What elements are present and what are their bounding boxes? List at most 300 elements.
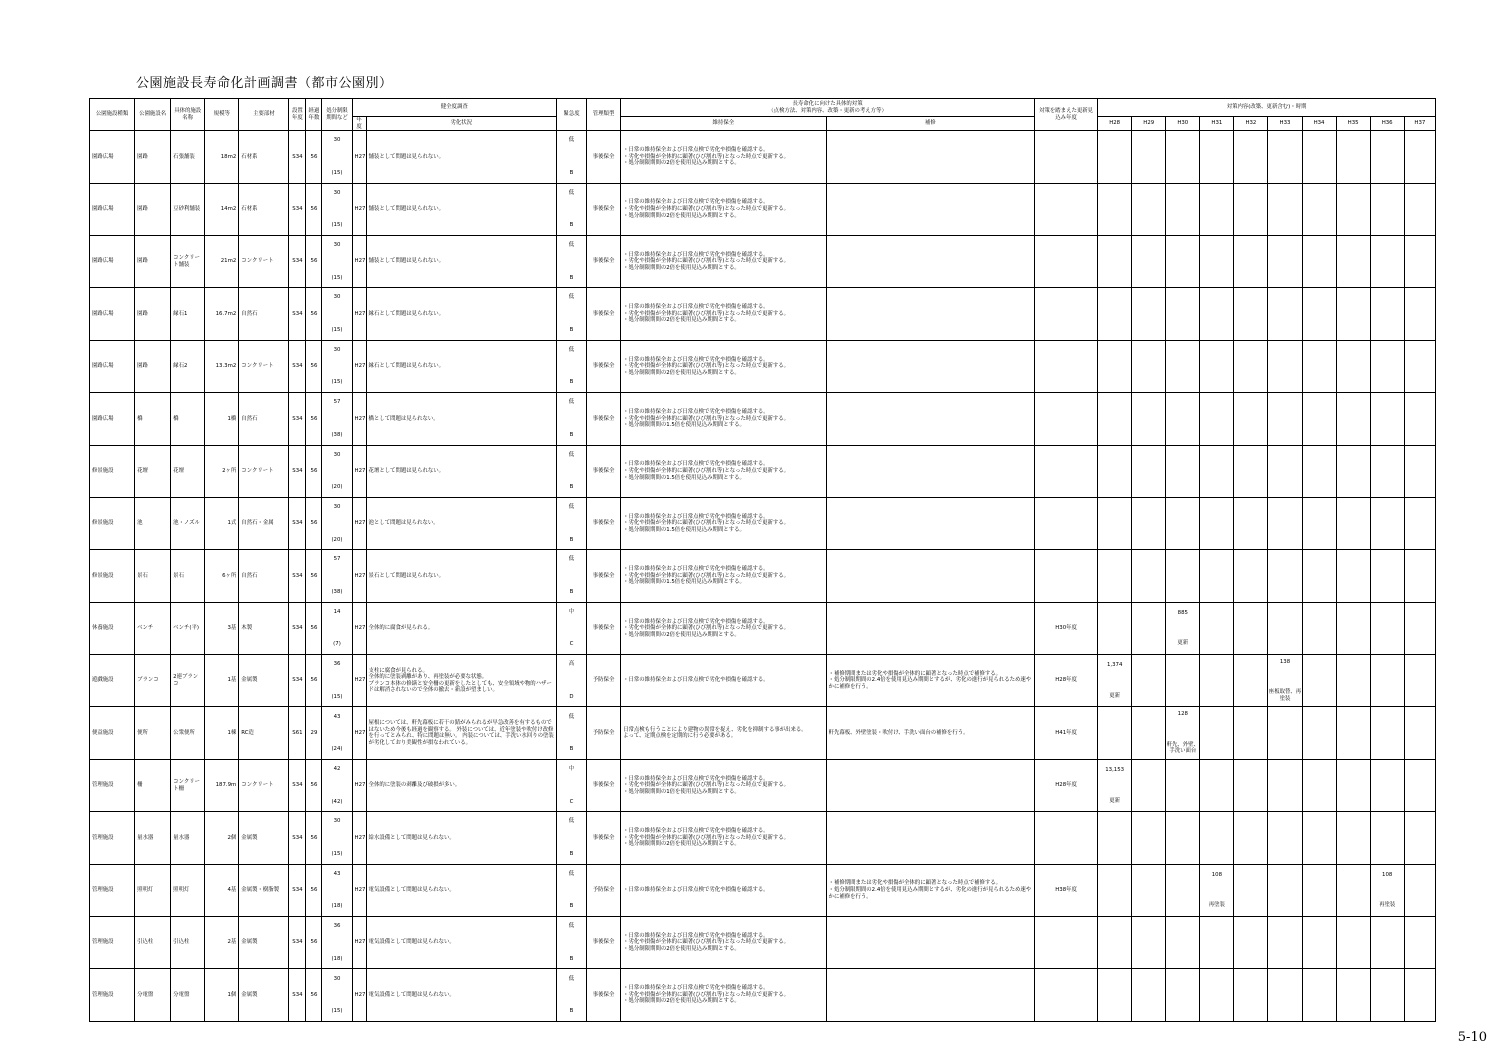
install-year-cell: S34 bbox=[289, 655, 306, 707]
disposal-period-value: 30 bbox=[333, 975, 341, 982]
schedule-cell-h32 bbox=[1234, 393, 1268, 445]
schedule-cell-h35 bbox=[1336, 707, 1370, 759]
table-row bbox=[90, 602, 1436, 654]
urgency-cell bbox=[556, 917, 586, 969]
specific-name-cell: 花壇 bbox=[171, 445, 205, 497]
deterioration-cell: 舗装として問題は見られない。 bbox=[366, 235, 556, 287]
deterioration-cell: 全体的に塗装の剥離及び破損が多い。 bbox=[366, 759, 556, 811]
urgency-cell bbox=[556, 340, 586, 392]
disposal-period-value: 42 bbox=[333, 765, 341, 772]
schedule-cell-h29 bbox=[1132, 550, 1166, 602]
schedule-note: 再塗装 bbox=[1379, 902, 1396, 909]
material-cell: 金属製 bbox=[239, 917, 289, 969]
mgmt-type-cell: 事後保全 bbox=[587, 445, 621, 497]
scale-cell: 1基 bbox=[205, 655, 239, 707]
urgency-rank: B bbox=[569, 903, 574, 910]
schedule-cell-h29 bbox=[1132, 131, 1166, 183]
schedule-cell-h29 bbox=[1132, 917, 1166, 969]
header-year-h29: H29 bbox=[1132, 117, 1166, 131]
urgency-rank: B bbox=[569, 536, 574, 543]
disposal-period-sub: (18) bbox=[331, 955, 343, 962]
material-cell: 金属製 bbox=[239, 812, 289, 864]
specific-name-cell: コンクリート舗装 bbox=[171, 235, 205, 287]
specific-name-cell: 引込柱 bbox=[171, 917, 205, 969]
table-row bbox=[90, 655, 1436, 707]
facility-type-cell: 修景施設 bbox=[90, 550, 135, 602]
urgency-level: 低 bbox=[568, 556, 575, 563]
maintenance-cell: ・日常の維持保全および日常点検で劣化や損傷を確認する。 ・劣化や損傷が全体的に顕著(ひび割れ等)となった時点で更新する。 ・処分制限期間の2倍を使用見込み期間とする。 bbox=[621, 131, 826, 183]
schedule-cell-h35 bbox=[1336, 550, 1370, 602]
schedule-cell-h36 bbox=[1370, 864, 1404, 916]
mgmt-type-cell: 事後保全 bbox=[587, 917, 621, 969]
schedule-note: 軒先、外壁、手洗い面台 bbox=[1166, 741, 1199, 755]
urgency-cell bbox=[556, 393, 586, 445]
schedule-cell-h34 bbox=[1302, 497, 1336, 549]
schedule-cell-h36 bbox=[1370, 812, 1404, 864]
header-measures: 長寿命化に向けた具体的対策 （点検方法、対策内容、改築・更新の考え方等） bbox=[621, 99, 1035, 117]
material-cell: 金属製・樹脂製 bbox=[239, 864, 289, 916]
maintenance-cell: ・日常の維持保全および日常点検で劣化や損傷を確認する。 ・劣化や損傷が全体的に顕著(ひび割れ等)となった時点で更新する。 ・処分制限期間の2倍を使用見込み期間とする。 bbox=[621, 235, 826, 287]
material-cell: コンクリート bbox=[239, 235, 289, 287]
schedule-cell-h34 bbox=[1302, 969, 1336, 1021]
material-cell: コンクリート bbox=[239, 340, 289, 392]
schedule-cell-h34 bbox=[1302, 235, 1336, 287]
schedule-cell-h34 bbox=[1302, 707, 1336, 759]
deterioration-cell: 給水設備として問題は見られない。 bbox=[366, 812, 556, 864]
disposal-period-cell bbox=[322, 393, 352, 445]
table-row bbox=[90, 393, 1436, 445]
facility-type-cell: 修景施設 bbox=[90, 445, 135, 497]
urgency-level: 中 bbox=[568, 608, 575, 615]
header-urgency: 緊急度 bbox=[556, 99, 586, 131]
specific-name-cell: 石張舗装 bbox=[171, 131, 205, 183]
table-row bbox=[90, 864, 1436, 916]
schedule-cell-h28 bbox=[1098, 917, 1132, 969]
urgency-level: 低 bbox=[568, 399, 575, 406]
install-year-cell: S34 bbox=[289, 917, 306, 969]
schedule-cell-h36 bbox=[1370, 969, 1404, 1021]
schedule-cell-h28 bbox=[1098, 707, 1132, 759]
scale-cell: 187.9m bbox=[205, 759, 239, 811]
schedule-cell-h36 bbox=[1370, 235, 1404, 287]
disposal-period-sub: (15) bbox=[331, 850, 343, 857]
repair-cell bbox=[826, 969, 1034, 1021]
schedule-cell-h31 bbox=[1200, 235, 1234, 287]
disposal-period-sub: (15) bbox=[331, 169, 343, 176]
urgency-cell bbox=[556, 864, 586, 916]
material-cell: RC造 bbox=[239, 707, 289, 759]
header-mgmt-type: 管理類型 bbox=[587, 99, 621, 131]
mgmt-type-cell: 事後保全 bbox=[587, 235, 621, 287]
mgmt-type-cell: 事後保全 bbox=[587, 969, 621, 1021]
schedule-cell-h37 bbox=[1404, 602, 1435, 654]
schedule-cell-h32 bbox=[1234, 131, 1268, 183]
schedule-cell-h28 bbox=[1098, 864, 1132, 916]
schedule-cell-h30 bbox=[1166, 812, 1200, 864]
disposal-period-cell bbox=[322, 445, 352, 497]
material-cell: 金属製 bbox=[239, 969, 289, 1021]
schedule-cell-h31 bbox=[1200, 864, 1234, 916]
specific-name-cell: 縁石1 bbox=[171, 288, 205, 340]
specific-name-cell: 照明灯 bbox=[171, 864, 205, 916]
urgency-cell bbox=[556, 497, 586, 549]
urgency-rank: B bbox=[569, 222, 574, 229]
urgency-cell bbox=[556, 445, 586, 497]
schedule-note: 更新 bbox=[1177, 640, 1189, 647]
header-disposal-period: 処分制限期間など bbox=[322, 99, 352, 131]
schedule-cell-h32 bbox=[1234, 969, 1268, 1021]
schedule-cell-h35 bbox=[1336, 497, 1370, 549]
disposal-period-sub: (24) bbox=[331, 746, 343, 753]
schedule-cost: 1,374 bbox=[1106, 662, 1123, 669]
schedule-cell-h30 bbox=[1166, 602, 1200, 654]
schedule-cell-h32 bbox=[1234, 235, 1268, 287]
renewal-year-cell: H38年度 bbox=[1035, 864, 1098, 916]
repair-cell: ・補修期間または劣化や損傷が全体的に顕著となった時点で補修する。 ・処分制限期間の2.4倍を使用見込み期間とするが、劣化の進行が見られるため速やかに補修を行う。 bbox=[826, 864, 1034, 916]
repair-cell: 軒先幕板、外壁塗装・吹付け、手洗い面台の補修を行う。 bbox=[826, 707, 1034, 759]
schedule-cell-h37 bbox=[1404, 550, 1435, 602]
schedule-cell-h30 bbox=[1166, 235, 1200, 287]
urgency-rank: B bbox=[569, 274, 574, 281]
table-row bbox=[90, 183, 1436, 235]
urgency-level: 低 bbox=[568, 346, 575, 353]
schedule-cell-h31 bbox=[1200, 288, 1234, 340]
urgency-rank: D bbox=[569, 693, 574, 700]
schedule-cell-h34 bbox=[1302, 340, 1336, 392]
schedule-cell-h33 bbox=[1268, 497, 1302, 549]
mgmt-type-cell: 予防保全 bbox=[587, 864, 621, 916]
disposal-period-cell bbox=[322, 864, 352, 916]
schedule-cell-h28 bbox=[1098, 235, 1132, 287]
header-year-h33: H33 bbox=[1268, 117, 1302, 131]
header-renewal-year: 対策を踏まえた更新見込み年度 bbox=[1035, 99, 1098, 131]
material-cell: 石材系 bbox=[239, 183, 289, 235]
repair-cell bbox=[826, 235, 1034, 287]
urgency-cell bbox=[556, 655, 586, 707]
schedule-cell-h31 bbox=[1200, 131, 1234, 183]
urgency-rank: B bbox=[569, 746, 574, 753]
schedule-cell-h28 bbox=[1098, 340, 1132, 392]
schedule-cell-h37 bbox=[1404, 759, 1435, 811]
disposal-period-cell bbox=[322, 288, 352, 340]
schedule-cell-h32 bbox=[1234, 288, 1268, 340]
survey-year-cell: H27 bbox=[352, 445, 366, 497]
schedule-cell-h35 bbox=[1336, 183, 1370, 235]
scale-cell: 3基 bbox=[205, 602, 239, 654]
header-scale: 規模等 bbox=[205, 99, 239, 131]
schedule-cell-h35 bbox=[1336, 445, 1370, 497]
elapsed-cell: 56 bbox=[306, 131, 322, 183]
schedule-cell-h30 bbox=[1166, 393, 1200, 445]
disposal-period-value: 30 bbox=[333, 346, 341, 353]
header-schedule: 対策内容(改築、更新含む)・時期 bbox=[1098, 99, 1436, 117]
elapsed-cell: 56 bbox=[306, 340, 322, 392]
schedule-cell-h29 bbox=[1132, 497, 1166, 549]
urgency-cell bbox=[556, 288, 586, 340]
table-row bbox=[90, 759, 1436, 811]
schedule-cell-h30 bbox=[1166, 707, 1200, 759]
schedule-cell-h31 bbox=[1200, 340, 1234, 392]
schedule-cell-h37 bbox=[1404, 864, 1435, 916]
schedule-note: 更新 bbox=[1109, 797, 1121, 804]
schedule-cell-h32 bbox=[1234, 864, 1268, 916]
schedule-cell-h28 bbox=[1098, 655, 1132, 707]
repair-cell: ・補修期間または劣化や損傷が全体的に顕著となった時点で補修する。 ・処分制限期間の2.4倍を使用見込み期間とするが、劣化の進行が見られるため速やかに補修を行う。 bbox=[826, 655, 1034, 707]
schedule-cell-h31 bbox=[1200, 393, 1234, 445]
disposal-period-value: 14 bbox=[333, 608, 341, 615]
renewal-year-cell bbox=[1035, 812, 1098, 864]
urgency-level: 低 bbox=[568, 294, 575, 301]
schedule-cell-h33 bbox=[1268, 393, 1302, 445]
schedule-cell-h28 bbox=[1098, 183, 1132, 235]
schedule-cell-h28 bbox=[1098, 445, 1132, 497]
schedule-cell-h30 bbox=[1166, 864, 1200, 916]
schedule-cell-h33 bbox=[1268, 969, 1302, 1021]
material-cell: 自然石 bbox=[239, 550, 289, 602]
schedule-cell-h31 bbox=[1200, 497, 1234, 549]
specific-name-cell: 分電盤 bbox=[171, 969, 205, 1021]
facility-name-cell: 橋 bbox=[135, 393, 171, 445]
schedule-cell-h30 bbox=[1166, 917, 1200, 969]
schedule-cell-h31 bbox=[1200, 183, 1234, 235]
install-year-cell: S34 bbox=[289, 183, 306, 235]
elapsed-cell: 56 bbox=[306, 497, 322, 549]
urgency-level: 中 bbox=[568, 765, 575, 772]
header-year-h37: H37 bbox=[1404, 117, 1435, 131]
facility-name-cell: 池 bbox=[135, 497, 171, 549]
elapsed-cell: 29 bbox=[306, 707, 322, 759]
disposal-period-cell bbox=[322, 917, 352, 969]
schedule-cell-h35 bbox=[1336, 602, 1370, 654]
schedule-cell-h28 bbox=[1098, 288, 1132, 340]
elapsed-cell: 56 bbox=[306, 969, 322, 1021]
facility-name-cell: 園路 bbox=[135, 235, 171, 287]
table-row bbox=[90, 707, 1436, 759]
deterioration-cell: 電気設備として問題は見られない。 bbox=[366, 969, 556, 1021]
schedule-cell-h37 bbox=[1404, 393, 1435, 445]
schedule-cell-h35 bbox=[1336, 655, 1370, 707]
schedule-cell-h33 bbox=[1268, 602, 1302, 654]
header-deterioration: 劣化状況 bbox=[366, 117, 556, 131]
disposal-period-sub: (15) bbox=[331, 1008, 343, 1015]
repair-cell bbox=[826, 288, 1034, 340]
scale-cell: 1式 bbox=[205, 497, 239, 549]
facility-name-cell: 園路 bbox=[135, 288, 171, 340]
table-row bbox=[90, 550, 1436, 602]
table-row bbox=[90, 445, 1436, 497]
disposal-period-cell bbox=[322, 707, 352, 759]
schedule-cell-h30 bbox=[1166, 183, 1200, 235]
schedule-cell-h29 bbox=[1132, 393, 1166, 445]
maintenance-cell: 日常点検も行うことにより建物の異常を捉え、劣化を抑制する事が出来る。 よって、定期点検を定期的に行う必要がある。 bbox=[621, 707, 826, 759]
survey-year-cell: H27 bbox=[352, 969, 366, 1021]
schedule-cell-h29 bbox=[1132, 759, 1166, 811]
install-year-cell: S34 bbox=[289, 131, 306, 183]
schedule-cell-h36 bbox=[1370, 183, 1404, 235]
urgency-level: 低 bbox=[568, 975, 575, 982]
maintenance-cell: ・日常の維持保全および日常点検で劣化や損傷を確認する。 ・劣化や損傷が全体的に顕著(ひび割れ等)となった時点で更新する。 ・処分制限期間の1倍を使用見込み期間とする。 bbox=[621, 759, 826, 811]
survey-year-cell: H27 bbox=[352, 812, 366, 864]
schedule-cell-h34 bbox=[1302, 917, 1336, 969]
schedule-cell-h28 bbox=[1098, 602, 1132, 654]
schedule-cell-h36 bbox=[1370, 655, 1404, 707]
material-cell: 金属製 bbox=[239, 655, 289, 707]
survey-year-cell: H27 bbox=[352, 759, 366, 811]
schedule-cell-h37 bbox=[1404, 235, 1435, 287]
schedule-cell-h33 bbox=[1268, 131, 1302, 183]
material-cell: 自然石 bbox=[239, 288, 289, 340]
repair-cell bbox=[826, 812, 1034, 864]
deterioration-cell: 縁石として問題は見られない。 bbox=[366, 288, 556, 340]
table-row bbox=[90, 340, 1436, 392]
schedule-cell-h35 bbox=[1336, 131, 1370, 183]
repair-cell bbox=[826, 497, 1034, 549]
repair-cell bbox=[826, 131, 1034, 183]
schedule-cell-h30 bbox=[1166, 445, 1200, 497]
facility-type-cell: 休養施設 bbox=[90, 602, 135, 654]
maintenance-cell: ・日常の維持保全および日常点検で劣化や損傷を確認する。 ・劣化や損傷が全体的に顕著(ひび割れ等)となった時点で更新する。 ・処分制限期間の2倍を使用見込み期間とする。 bbox=[621, 288, 826, 340]
schedule-cost: 128 bbox=[1177, 711, 1188, 718]
disposal-period-cell bbox=[322, 655, 352, 707]
disposal-period-cell bbox=[322, 235, 352, 287]
schedule-cell-h35 bbox=[1336, 288, 1370, 340]
disposal-period-sub: (18) bbox=[331, 903, 343, 910]
header-elapsed: 経過年数 bbox=[306, 99, 322, 131]
urgency-rank: B bbox=[569, 1008, 574, 1015]
urgency-level: 低 bbox=[568, 870, 575, 877]
elapsed-cell: 56 bbox=[306, 235, 322, 287]
schedule-cell-h29 bbox=[1132, 445, 1166, 497]
facility-name-cell: 園路 bbox=[135, 131, 171, 183]
schedule-cell-h29 bbox=[1132, 235, 1166, 287]
schedule-cell-h34 bbox=[1302, 550, 1336, 602]
renewal-year-cell bbox=[1035, 288, 1098, 340]
schedule-cell-h32 bbox=[1234, 602, 1268, 654]
page-number: 5-10 bbox=[1457, 1030, 1487, 1045]
renewal-year-cell: H41年度 bbox=[1035, 707, 1098, 759]
schedule-note: 座板取替、再塗装 bbox=[1268, 689, 1302, 703]
table-row bbox=[90, 497, 1436, 549]
schedule-cost: 138 bbox=[1279, 658, 1291, 665]
maintenance-cell: ・日常の維持保全および日常点検で劣化や損傷を確認する。 ・劣化や損傷が全体的に顕著(ひび割れ等)となった時点で更新する。 ・処分制限期間の2倍を使用見込み期間とする。 bbox=[621, 969, 826, 1021]
disposal-period-value: 30 bbox=[333, 451, 341, 458]
schedule-cell-h37 bbox=[1404, 131, 1435, 183]
survey-year-cell: H27 bbox=[352, 288, 366, 340]
schedule-cell-h30 bbox=[1166, 288, 1200, 340]
survey-year-cell: H27 bbox=[352, 707, 366, 759]
mgmt-type-cell: 予防保全 bbox=[587, 655, 621, 707]
schedule-cell-h29 bbox=[1132, 602, 1166, 654]
schedule-cell-h35 bbox=[1336, 235, 1370, 287]
survey-year-cell: H27 bbox=[352, 131, 366, 183]
schedule-note: 再塗装 bbox=[1208, 902, 1225, 909]
disposal-period-value: 57 bbox=[333, 556, 341, 563]
table-row bbox=[90, 969, 1436, 1021]
schedule-cost: 885 bbox=[1177, 609, 1188, 616]
urgency-rank: C bbox=[569, 798, 574, 805]
schedule-cell-h30 bbox=[1166, 340, 1200, 392]
disposal-period-value: 30 bbox=[333, 818, 341, 825]
maintenance-cell: ・日常の維持保全および日常点検で劣化や損傷を確認する。 ・劣化や損傷が全体的に顕著(ひび割れ等)となった時点で更新する。 ・処分制限期間の1.5倍を使用見込み期間とする。 bbox=[621, 393, 826, 445]
renewal-year-cell bbox=[1035, 917, 1098, 969]
schedule-cell-h30 bbox=[1166, 655, 1200, 707]
urgency-rank: B bbox=[569, 431, 574, 438]
schedule-cell-h31 bbox=[1200, 445, 1234, 497]
repair-cell bbox=[826, 183, 1034, 235]
disposal-period-value: 36 bbox=[333, 661, 341, 668]
facility-type-cell: 園路広場 bbox=[90, 340, 135, 392]
deterioration-cell: 舗装として問題は見られない。 bbox=[366, 131, 556, 183]
urgency-level: 低 bbox=[568, 504, 575, 511]
schedule-cell-h34 bbox=[1302, 183, 1336, 235]
disposal-period-cell bbox=[322, 131, 352, 183]
facility-name-cell: 園路 bbox=[135, 183, 171, 235]
schedule-cell-h32 bbox=[1234, 759, 1268, 811]
mgmt-type-cell: 事後保全 bbox=[587, 393, 621, 445]
disposal-period-cell bbox=[322, 759, 352, 811]
schedule-cell-h33 bbox=[1268, 864, 1302, 916]
table-row bbox=[90, 917, 1436, 969]
schedule-cell-h32 bbox=[1234, 445, 1268, 497]
deterioration-cell: 縁石として問題は見られない。 bbox=[366, 340, 556, 392]
schedule-cell-h31 bbox=[1200, 917, 1234, 969]
schedule-cell-h37 bbox=[1404, 655, 1435, 707]
install-year-cell: S34 bbox=[289, 759, 306, 811]
table-row bbox=[90, 812, 1436, 864]
schedule-cell-h36 bbox=[1370, 131, 1404, 183]
header-repair: 補修 bbox=[826, 117, 1034, 131]
schedule-cell-h28 bbox=[1098, 812, 1132, 864]
mgmt-type-cell: 予防保全 bbox=[587, 707, 621, 759]
disposal-period-sub: (15) bbox=[331, 327, 343, 334]
deterioration-cell: 舗装として問題は見られない。 bbox=[366, 183, 556, 235]
survey-year-cell: H27 bbox=[352, 864, 366, 916]
renewal-year-cell bbox=[1035, 393, 1098, 445]
facility-name-cell: 景石 bbox=[135, 550, 171, 602]
scale-cell: 6ヶ所 bbox=[205, 550, 239, 602]
disposal-period-cell bbox=[322, 550, 352, 602]
elapsed-cell: 56 bbox=[306, 550, 322, 602]
schedule-cell-h35 bbox=[1336, 759, 1370, 811]
schedule-cell-h29 bbox=[1132, 864, 1166, 916]
schedule-cell-h28 bbox=[1098, 759, 1132, 811]
urgency-cell bbox=[556, 131, 586, 183]
scale-cell: 2個 bbox=[205, 812, 239, 864]
schedule-cell-h29 bbox=[1132, 655, 1166, 707]
install-year-cell: S61 bbox=[289, 707, 306, 759]
schedule-note: 更新 bbox=[1109, 692, 1121, 699]
schedule-cell-h36 bbox=[1370, 917, 1404, 969]
schedule-cell-h35 bbox=[1336, 340, 1370, 392]
maintenance-cell: ・日常の維持保全および日常点検で劣化や損傷を確認する。 ・劣化や損傷が全体的に顕著(ひび割れ等)となった時点で更新する。 ・処分制限期間の2倍を使用見込み期間とする。 bbox=[621, 812, 826, 864]
elapsed-cell: 56 bbox=[306, 864, 322, 916]
urgency-cell bbox=[556, 707, 586, 759]
specific-name-cell: 2連ブランコ bbox=[171, 655, 205, 707]
scale-cell: 13.3m2 bbox=[205, 340, 239, 392]
header-year-h32: H32 bbox=[1234, 117, 1268, 131]
scale-cell: 18m2 bbox=[205, 131, 239, 183]
install-year-cell: S34 bbox=[289, 235, 306, 287]
urgency-rank: B bbox=[569, 484, 574, 491]
repair-cell bbox=[826, 602, 1034, 654]
urgency-level: 低 bbox=[568, 923, 575, 930]
facility-name-cell: 分電盤 bbox=[135, 969, 171, 1021]
disposal-period-cell bbox=[322, 497, 352, 549]
header-specific-name: 具体的施設名称 bbox=[171, 99, 205, 131]
material-cell: コンクリート bbox=[239, 759, 289, 811]
maintenance-cell: ・日常の維持保全および日常点検で劣化や損傷を確認する。 ・劣化や損傷が全体的に顕著(ひび割れ等)となった時点で更新する。 ・処分制限期間の1.5倍を使用見込み期間とする。 bbox=[621, 445, 826, 497]
maintenance-cell: ・日常の維持保全および日常点検で劣化や損傷を確認する。 ・劣化や損傷が全体的に顕著(ひび割れ等)となった時点で更新する。 ・処分制限期間の2倍を使用見込み期間とする。 bbox=[621, 340, 826, 392]
